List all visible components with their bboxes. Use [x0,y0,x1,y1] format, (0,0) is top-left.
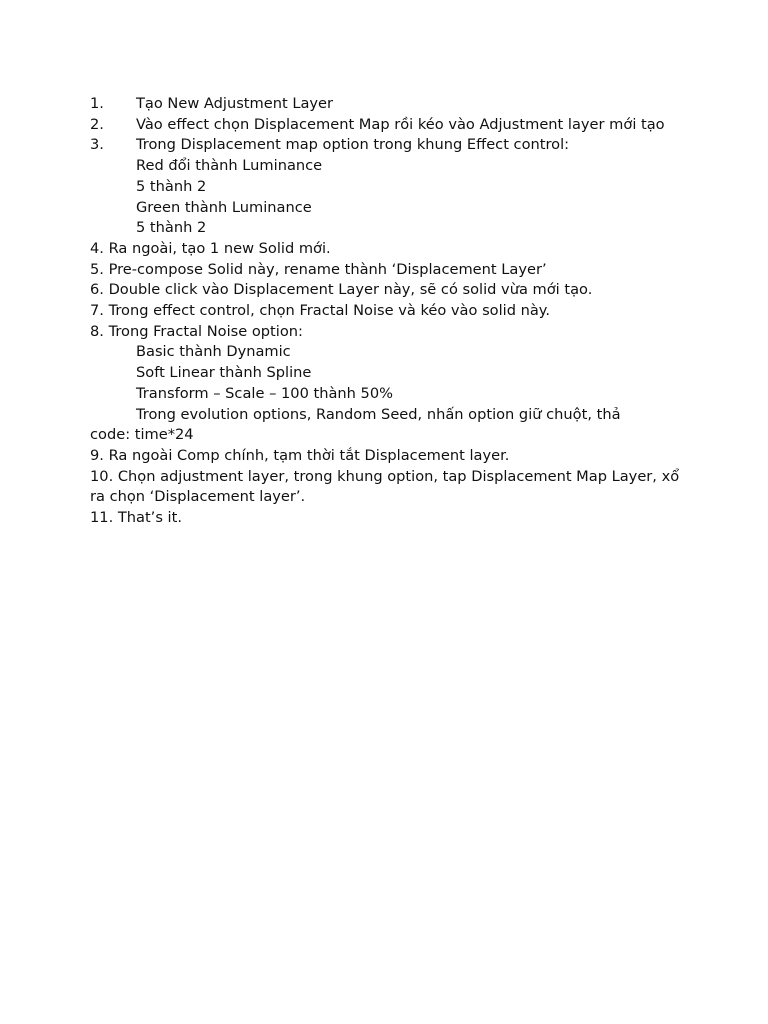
step-11: 11. That’s it. [90,509,182,527]
sub-item-evolution-continued: code: time*24 [90,426,194,444]
step-10: 10. Chọn adjustment layer, trong khung option, tap Displacement Map Layer, xổ ra chọn ‘Displacement layer’. [90,467,680,506]
sub-item: Basic thành Dynamic [136,343,291,361]
list-number: 1. [90,95,104,112]
sub-item: Red đổi thành Luminance [136,157,323,175]
step-9: 9. Ra ngoài Comp chính, tạm thời tắt Displacement layer. [90,446,510,464]
sub-item: Green thành Luminance [136,198,312,216]
sub-item: 5 thành 2 [136,219,207,237]
document-body [90,94,690,529]
sub-item-evolution: Trong evolution options, Random Seed, nhấn option giữ chuột, thả [136,405,621,423]
sub-item: Soft Linear thành Spline [136,364,312,382]
step-4: 4. Ra ngoài, tạo 1 new Solid mới. [90,239,331,257]
list-text: Tạo New Adjustment Layer [136,95,334,112]
step-7: 7. Trong effect control, chọn Fractal Noise và kéo vào solid này. [90,302,550,320]
list-number: 2. [90,115,104,133]
list-item-2 [90,115,690,136]
sub-item: 5 thành 2 [136,177,207,195]
list-item-3 [90,135,690,156]
list-item-1 [90,94,690,115]
step-5: 5. Pre-compose Solid này, rename thành ‘Displacement Layer’ [90,260,547,278]
sub-item: Transform – Scale – 100 thành 50% [136,384,393,402]
list-text: Trong Displacement map option trong khung Effect control: [136,136,570,154]
list-text: Vào effect chọn Displacement Map rồi kéo vào Adjustment layer mới tạo [136,115,665,133]
step-8: 8. Trong Fractal Noise option: [90,322,303,340]
list-number: 3. [90,136,104,154]
step-6: 6. Double click vào Displacement Layer này, sẽ có solid vừa mới tạo. [90,281,593,299]
